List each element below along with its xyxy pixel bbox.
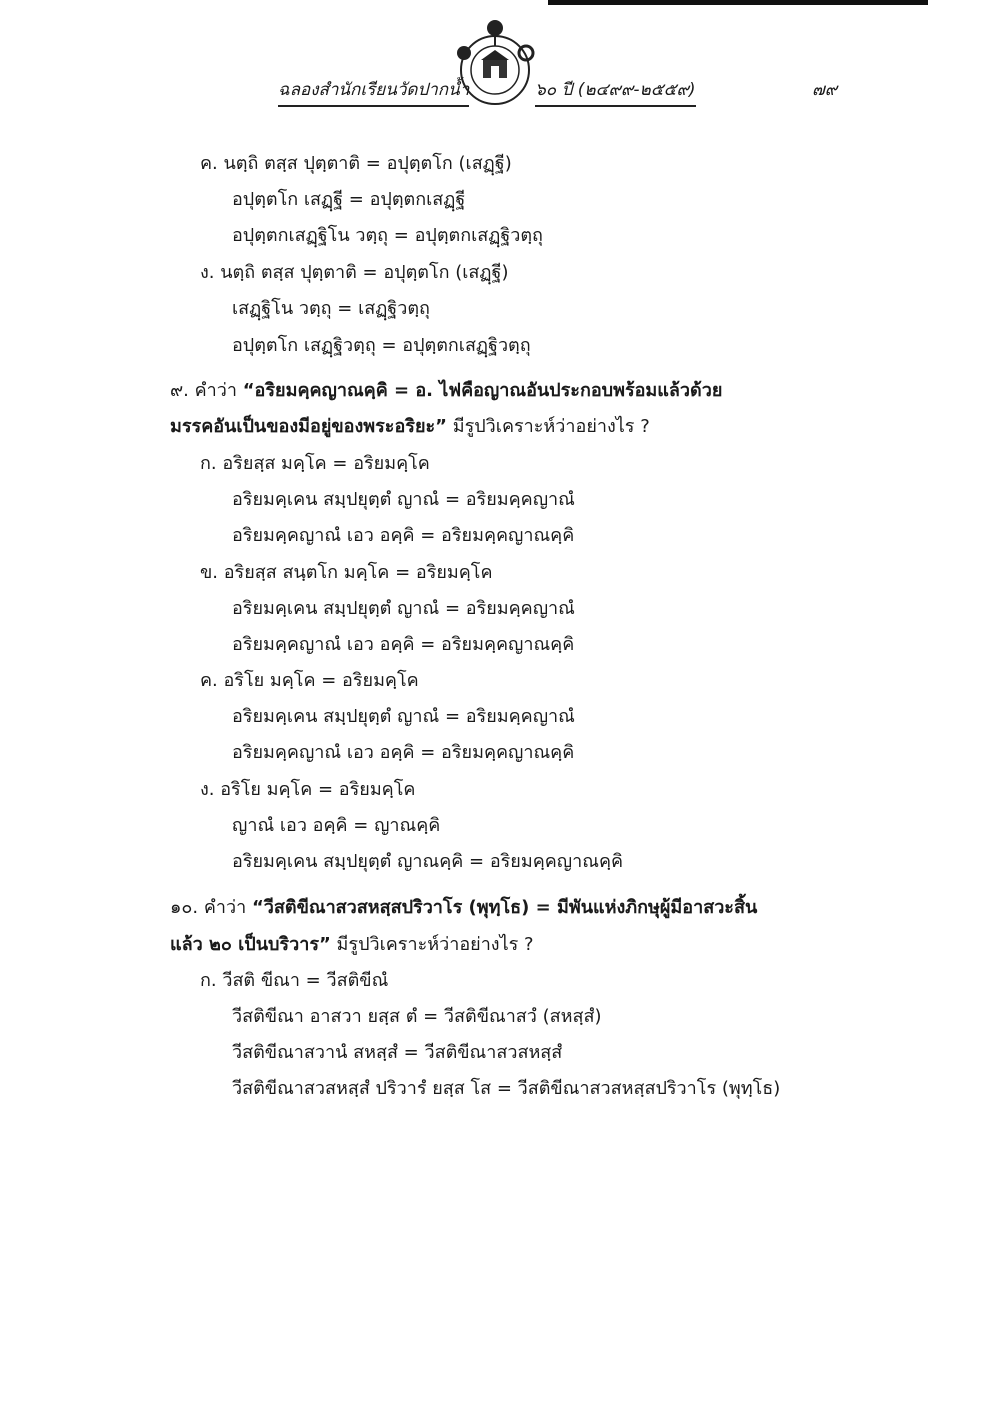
top-rule: [548, 0, 928, 5]
option-line: วีสติขีณา อาสวา ยสฺส ตํ = วีสติขีณาสวํ (สหสฺสํ): [232, 1006, 602, 1027]
option-line: อริยมคฺเคน สมฺปยุตฺตํ ญาณํ = อริยมคฺคญาณํ: [232, 489, 575, 510]
option-line: อริยมคฺคญาณํ เอว อคฺคิ = อริยมคฺคญาณคฺคิ: [232, 742, 575, 763]
page-header: [270, 18, 870, 113]
question-9-prefix: ๙. คำว่า: [170, 380, 243, 401]
option-line: อริยมคฺคญาณํ เอว อคฺคิ = อริยมคฺคญาณคฺคิ: [232, 525, 575, 546]
option-line: ก. อริยสฺส มคฺโค = อริยมคฺโค: [200, 453, 430, 474]
question-9-suffix: มีรูปวิเคราะห์ว่าอย่างไร ?: [447, 416, 650, 437]
option-line: อริยมคฺคญาณํ เอว อคฺคิ = อริยมคฺคญาณคฺคิ: [232, 634, 575, 655]
option-line: ญาณํ เอว อคฺคิ = ญาณคฺคิ: [232, 815, 441, 836]
header-years: ๖๐ ปี (๒๔๙๙-๒๕๕๙): [535, 76, 696, 107]
option-line: ง. นตฺถิ ตสฺส ปุตฺตาติ = อปุตฺตโก (เสฏฺฐี): [200, 262, 509, 283]
option-line: อปุตฺตโก เสฏฺฐี = อปุตฺตกเสฏฺฐี: [232, 189, 466, 210]
question-9-line-1: [170, 379, 722, 403]
question-10-line-2: [170, 933, 534, 957]
question-10-bold-2: แล้ว ๒๐ เป็นบริวาร”: [170, 934, 331, 955]
page-number: ๗๙: [812, 80, 838, 100]
option-line: วีสติขีณาสวานํ สหสฺสํ = วีสติขีณาสวสหสฺสํ: [232, 1042, 563, 1063]
option-line: ก. วีสติ ขีณา = วีสติขีณํ: [200, 970, 389, 991]
question-9-line-2: [170, 415, 650, 439]
header-title: ฉลองสำนักเรียนวัดปากน้ำ: [278, 76, 469, 107]
temple-seal-logo: [455, 18, 535, 113]
option-line: เสฏฺฐิโน วตฺถุ = เสฏฺฐิวตฺถุ: [232, 298, 430, 319]
option-line: ค. นตฺถิ ตสฺส ปุตฺตาติ = อปุตฺตโก (เสฏฺฐี): [200, 153, 512, 174]
option-line: อริยมคฺเคน สมฺปยุตฺตํ ญาณํ = อริยมคฺคญาณํ: [232, 706, 575, 727]
question-10-bold-1: “วีสติขีณาสวสหสฺสปริวาโร (พุทฺโธ) = มีพันแห่งภิกษุผู้มีอาสวะสิ้น: [251, 897, 758, 918]
question-9-bold-1: “อริยมคฺคญาณคฺคิ = อ. ไฟคือญาณอันประกอบพร้อมแล้วด้วย: [242, 380, 723, 401]
option-line: วีสติขีณาสวสหสฺสํ ปริวารํ ยสฺส โส = วีสติขีณาสวสหสฺสปริวาโร (พุทฺโธ): [232, 1078, 781, 1099]
option-line: ข. อริยสฺส สนฺตโก มคฺโค = อริยมคฺโค: [200, 562, 493, 583]
question-10-line-1: [170, 896, 757, 920]
option-line: อปุตฺตโก เสฏฺฐิวตฺถุ = อปุตฺตกเสฏฺฐิวตฺถุ: [232, 335, 531, 356]
question-10-suffix: มีรูปวิเคราะห์ว่าอย่างไร ?: [330, 934, 534, 955]
option-line: ง. อริโย มคฺโค = อริยมคฺโค: [200, 779, 416, 800]
option-line: อปุตฺตกเสฏฺฐิโน วตฺถุ = อปุตฺตกเสฏฺฐิวตฺถุ: [232, 225, 543, 246]
option-line: ค. อริโย มคฺโค = อริยมคฺโค: [200, 670, 419, 691]
option-line: อริยมคฺเคน สมฺปยุตฺตํ ญาณคฺคิ = อริยมคฺคญาณคฺคิ: [232, 851, 624, 872]
question-9-bold-2: มรรคอันเป็นของมีอยู่ของพระอริยะ”: [170, 416, 447, 437]
question-10-prefix: ๑๐. คำว่า: [170, 897, 252, 918]
option-line: อริยมคฺเคน สมฺปยุตฺตํ ญาณํ = อริยมคฺคญาณํ: [232, 598, 575, 619]
